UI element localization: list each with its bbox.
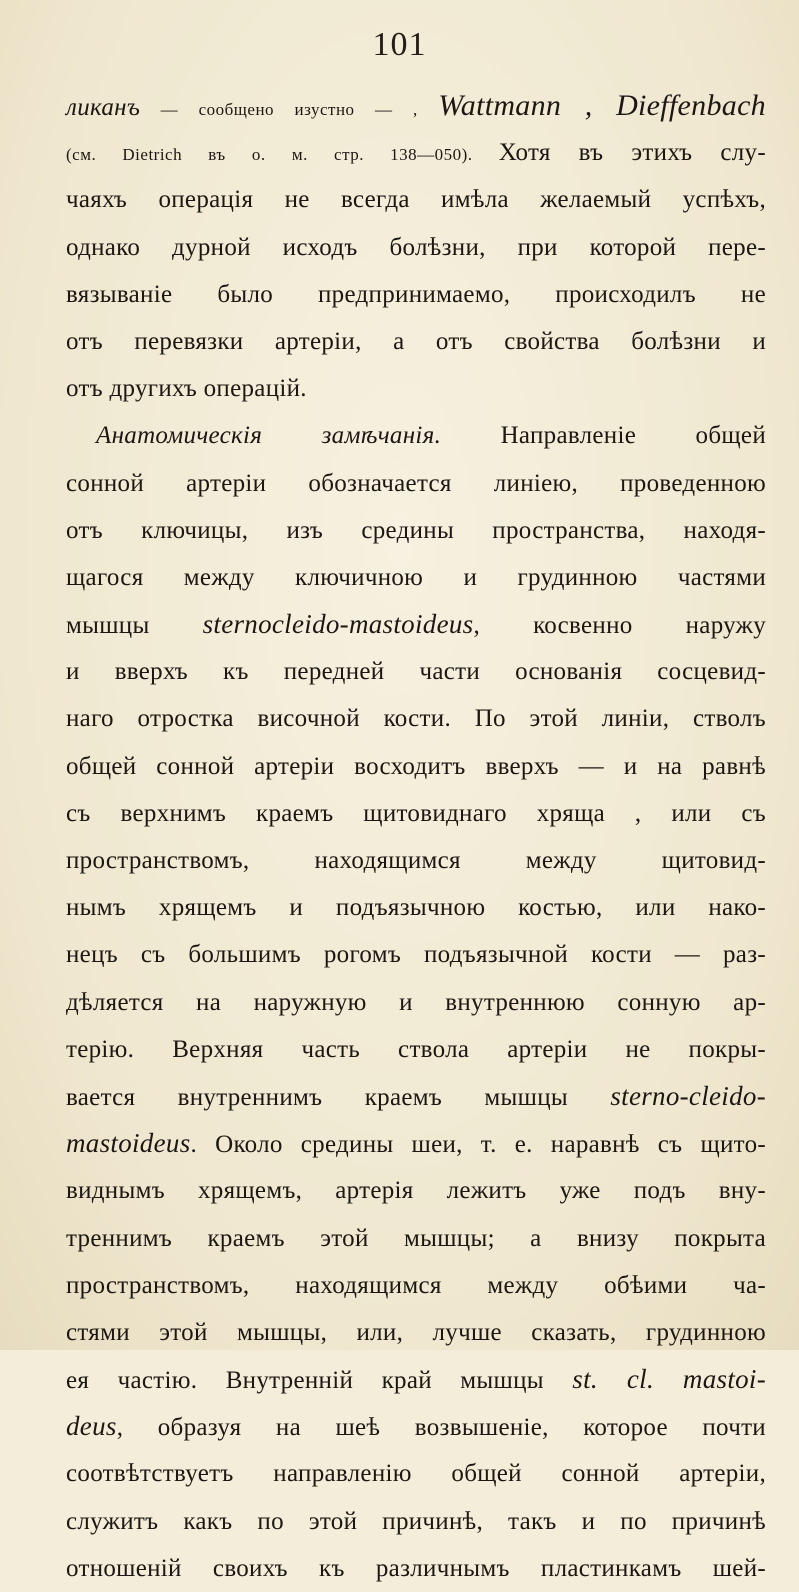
text-line: [66, 1073, 766, 1120]
text-line: [66, 1450, 766, 1497]
text-line: [66, 1026, 766, 1073]
text-segment: Анатомическія замѣчанія.: [96, 422, 501, 450]
text-line: [66, 129, 766, 176]
text-line: [66, 1498, 766, 1545]
text-segment: , косвенно наружу: [473, 612, 767, 640]
text-segment: терію. Верхняя часть ствола артеріи не покры-: [66, 1035, 766, 1063]
text-segment: ея частію. Внутренній край мышцы: [66, 1367, 573, 1395]
text-line: [66, 837, 766, 884]
text-segment: однако дурной исходъ болѣзни, при которой пере-: [66, 233, 766, 261]
text-line: [66, 460, 766, 507]
text-line: [66, 1403, 766, 1450]
text-line: [66, 1120, 766, 1167]
text-line: [66, 790, 766, 837]
text-segment: служитъ какъ по этой причинѣ, такъ и по причинѣ: [66, 1507, 766, 1535]
text-segment: deus: [66, 1411, 117, 1442]
text-line: [66, 1545, 766, 1592]
text-line: [66, 1262, 766, 1309]
text-line: [66, 1215, 766, 1262]
text-segment: виднымъ хрящемъ, артерія лежитъ уже подъ вну-: [66, 1177, 766, 1205]
text-segment: мышцы: [66, 612, 203, 640]
text-segment: соотвѣтствуетъ направленію общей сонной артеріи,: [66, 1460, 766, 1488]
text-segment: отъ ключицы, изъ средины пространства, находя-: [66, 516, 766, 544]
text-line: [66, 1309, 766, 1356]
text-line: [66, 224, 766, 271]
page-number: 101: [372, 26, 427, 63]
text-line: [66, 979, 766, 1026]
text-line: [66, 318, 766, 365]
text-segment: пространствомъ, находящимся между щитовид-: [66, 847, 766, 874]
body-text: [66, 82, 766, 1592]
text-segment: и вверхъ къ передней части основанія сосцевид-: [66, 658, 766, 686]
text-segment: щагося между ключичною и грудинною частями: [66, 563, 766, 591]
text-segment: треннимъ краемъ этой мышцы; а внизу покрыта: [66, 1224, 766, 1252]
text-line: [66, 695, 766, 742]
text-line: [66, 271, 766, 318]
text-segment: , образуя на шеѣ возвышеніе, которое почти: [116, 1414, 766, 1442]
text-segment: st. cl. mastoi-: [572, 1364, 767, 1395]
text-segment: сонной артеріи обозначается линіею, проведенною: [66, 469, 766, 497]
text-segment: Хотя въ этихъ слу-: [498, 139, 766, 167]
text-segment: sterno-cleido-: [610, 1080, 766, 1111]
text-line: [66, 1167, 766, 1214]
text-segment: ликанъ: [66, 94, 141, 121]
text-segment: чаяхъ операція не всегда имѣла желаемый успѣхъ,: [66, 186, 766, 214]
text-segment: съ верхнимъ краемъ щитовиднаго хряща , или съ: [66, 799, 766, 827]
text-segment: пространствомъ, находящимся между обѣими ча-: [66, 1271, 766, 1299]
text-line: [66, 1356, 766, 1403]
text-segment: отъ другихъ операцій.: [66, 375, 307, 403]
text-segment: отъ перевязки артеріи, а отъ свойства болѣзни и: [66, 327, 766, 355]
text-line: [66, 365, 766, 412]
text-segment: Направленіе общей: [500, 422, 766, 450]
text-line: [66, 412, 766, 459]
text-line: [66, 931, 766, 978]
text-segment: вязываніе было предпринимаемо, происходилъ не: [66, 280, 766, 308]
text-segment: . Около средины шеи, т. е. наравнѣ съ щито-: [190, 1131, 766, 1159]
text-segment: наго отростка височной кости. По этой линіи, стволъ: [66, 705, 766, 733]
text-line: [66, 554, 766, 601]
text-segment: Wattmann , Dieffenbach: [438, 89, 766, 122]
text-segment: — сообщено изустно — ,: [140, 100, 439, 119]
text-line: [66, 884, 766, 931]
text-segment: нымъ хрящемъ и подъязычною костью, или нако-: [66, 894, 766, 922]
text-segment: (см. Dietrich въ о. м. стр. 138—050).: [66, 145, 499, 165]
text-segment: sternocleido-mastoideus: [202, 609, 474, 640]
text-segment: mastoideus: [66, 1128, 191, 1159]
text-line: [66, 176, 766, 223]
text-segment: дѣляется на наружную и внутреннюю сонную ар-: [66, 988, 766, 1016]
text-line: [66, 743, 766, 790]
text-segment: нецъ съ большимъ рогомъ подъязычной кости — раз-: [66, 941, 766, 969]
text-segment: отношеній своихъ къ различнымъ пластинкамъ шей-: [66, 1554, 766, 1582]
text-line: [66, 648, 766, 695]
text-segment: общей сонной артеріи восходитъ вверхъ — и на равнѣ: [66, 752, 766, 780]
text-line: [66, 82, 766, 129]
text-line: [66, 601, 766, 648]
text-line: [66, 507, 766, 554]
text-segment: стями этой мышцы, или, лучше сказать, грудинною: [66, 1318, 766, 1346]
text-segment: вается внутреннимъ краемъ мышцы: [66, 1083, 611, 1111]
